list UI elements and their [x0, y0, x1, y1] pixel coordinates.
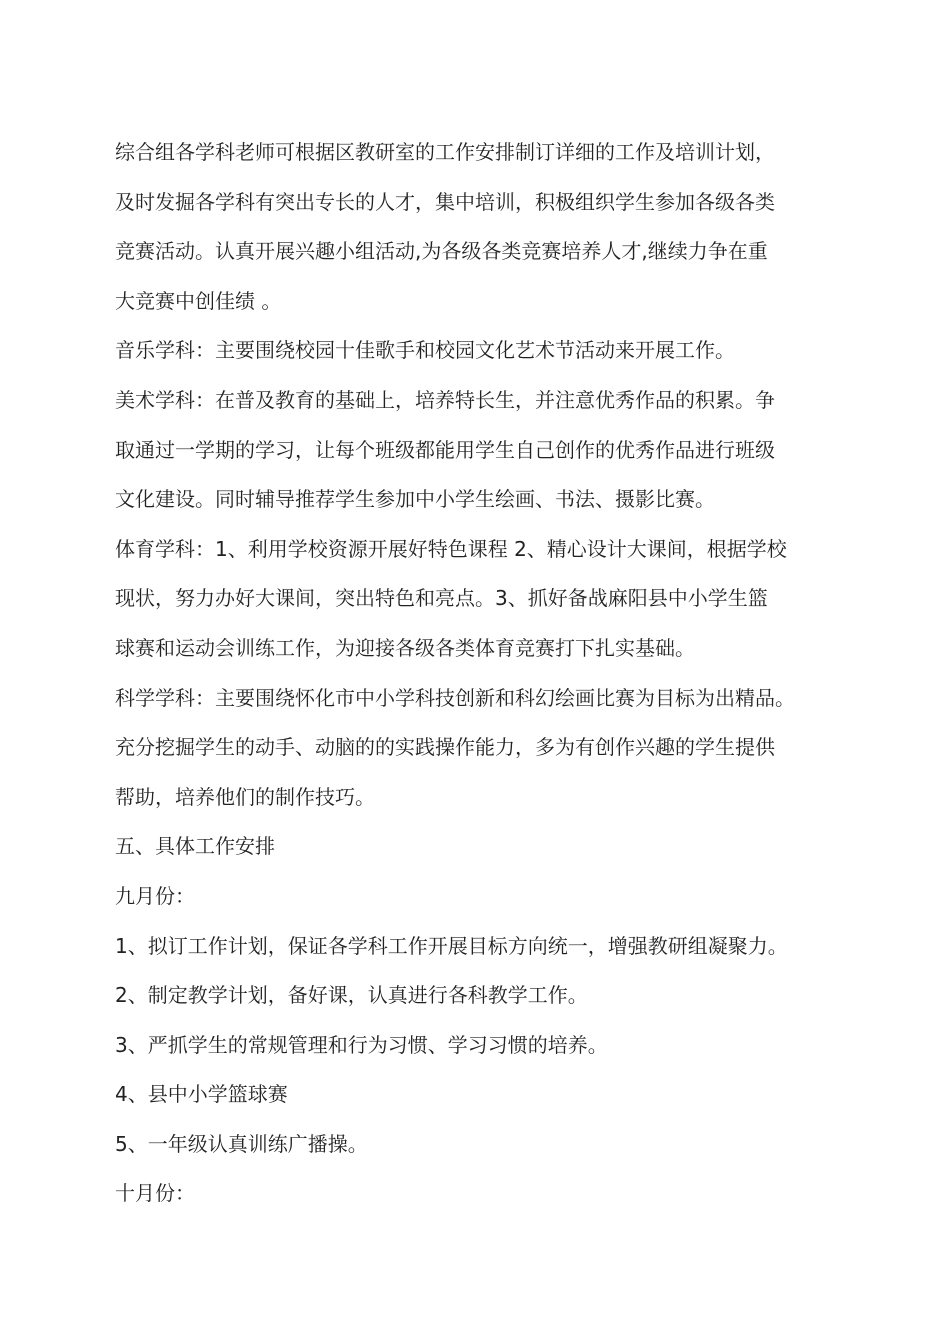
text-line: 大竞赛中创佳绩 。: [115, 288, 282, 313]
text-line: 综合组各学科老师可根据区教研室的工作安排制订详细的工作及培训计划，: [115, 140, 775, 164]
list-item: 5、一年级认真训练广播操。: [115, 1131, 368, 1156]
text-line: 及时发掘各学科有突出专长的人才，集中培训，积极组织学生参加各级各类: [115, 189, 775, 214]
list-item: 3、严抓学生的常规管理和行为习惯、学习习惯的培养。: [115, 1032, 608, 1057]
science-subject-line: 科学学科：主要围绕怀化市中小学科技创新和科幻绘画比赛为目标为出精品。: [115, 685, 795, 710]
section-heading: 五、具体工作安排: [115, 834, 275, 859]
text-line: 竞赛活动。认真开展兴趣小组活动,为各级各类竞赛培养人才,继续力争在重: [115, 239, 768, 264]
text-line: 帮助，培养他们的制作技巧。: [115, 784, 375, 809]
text-line: 文化建设。同时辅导推荐学生参加中小学生绘画、书法、摄影比赛。: [115, 487, 715, 512]
text-line: 现状，努力办好大课间，突出特色和亮点。3、抓好备战麻阳县中小学生篮: [115, 586, 768, 611]
month-heading-october: 十月份：: [115, 1181, 195, 1206]
list-item: 4、县中小学篮球赛: [115, 1082, 288, 1107]
art-subject-line: 美术学科：在普及教育的基础上，培养特长生，并注意优秀作品的积累。争: [115, 387, 775, 412]
text-line: 取通过一学期的学习，让每个班级都能用学生自己创作的优秀作品进行班级: [115, 437, 775, 462]
month-heading-september: 九月份：: [115, 883, 195, 908]
text-line: 球赛和运动会训练工作，为迎接各级各类体育竞赛打下扎实基础。: [115, 635, 695, 660]
text-line: 充分挖掘学生的动手、动脑的的实践操作能力，多为有创作兴趣的学生提供: [115, 735, 775, 760]
list-item: 2、制定教学计划，备好课，认真进行各科教学工作。: [115, 983, 588, 1008]
pe-subject-line: 体育学科：1、利用学校资源开展好特色课程 2、精心设计大课间，根据学校: [115, 536, 787, 561]
list-item: 1、拟订工作计划，保证各学科工作开展目标方向统一，增强教研组凝聚力。: [115, 933, 788, 958]
document-body: [115, 128, 845, 1219]
music-subject-line: 音乐学科：主要围绕校园十佳歌手和校园文化艺术节活动来开展工作。: [115, 338, 735, 363]
